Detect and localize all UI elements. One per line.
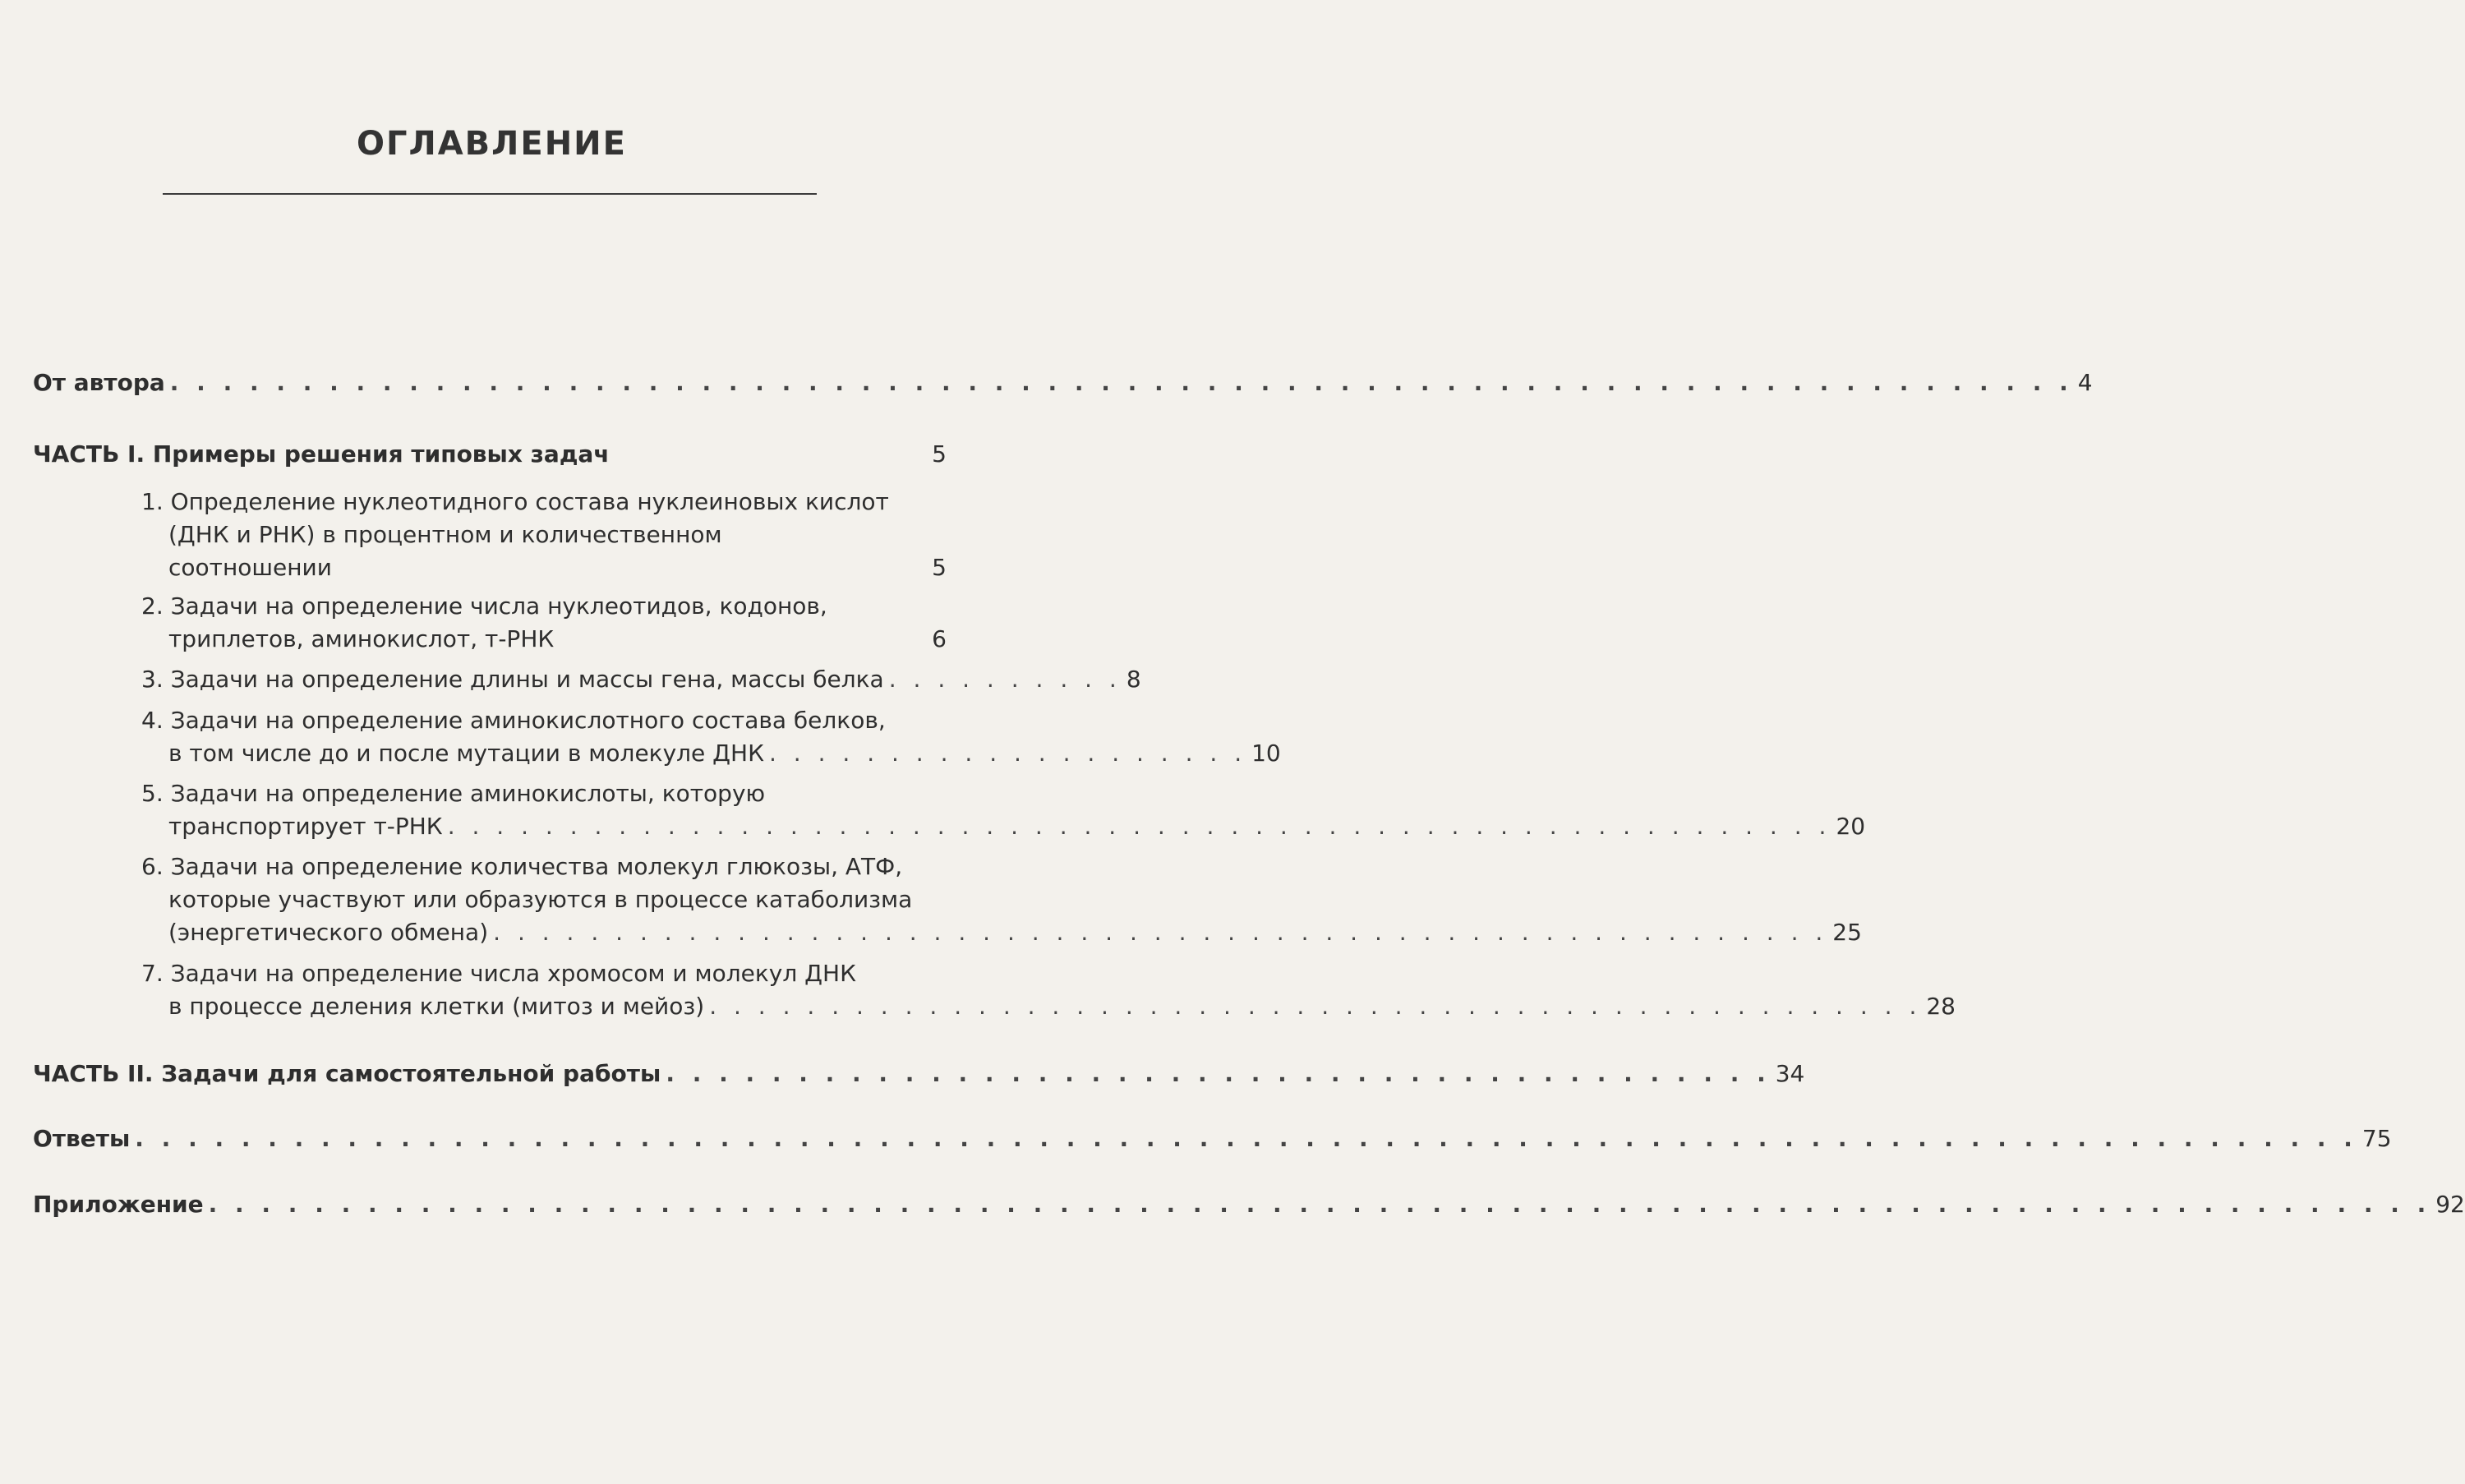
- toc-page-number: 28: [1926, 993, 1956, 1020]
- toc-subentry-line: соотношении: [168, 554, 332, 581]
- toc-subentry-line: 6. Задачи на определение количества молекул глюкозы, АТФ,: [141, 853, 903, 880]
- toc-subentry-line: 7. Задачи на определение числа хромосом и молекул ДНК: [141, 960, 856, 987]
- toc-entry-label: ЧАСТЬ II. Задачи для самостоятельной работы: [33, 1060, 661, 1087]
- toc-page-number: 92: [2435, 1191, 2465, 1218]
- toc-subentry-6[interactable]: [141, 850, 1862, 949]
- toc-subentry-line: 4. Задачи на определение аминокислотного состава белков,: [141, 707, 886, 734]
- toc-entry-label: Приложение: [33, 1191, 204, 1218]
- toc-subentry-line: 1. Определение нуклеотидного состава нуклеиновых кислот: [141, 488, 889, 515]
- toc-entry-appendix[interactable]: [33, 1188, 2465, 1221]
- toc-page-number: 10: [1251, 740, 1281, 767]
- toc-page-number: 6: [932, 625, 947, 652]
- toc-subentry-4[interactable]: [141, 704, 1281, 770]
- leader-dots: . . . . . . . . . . . . . . . . . . . . . . . . . . . . . . . . . . . . . . . . . .: [666, 1060, 1771, 1087]
- toc-page-number: 8: [1126, 666, 1141, 693]
- toc-entry-label: Ответы: [33, 1125, 131, 1152]
- leader-dots: . . . . . . . . . . . . . . . . . . . . . . . . . . . . . . . . . . . . . . . . . . . . . . . . . . . . . . . . . . . . . . . . . . . . . . . . . . . . . . . . . . . .: [135, 1125, 2357, 1152]
- toc-subentry-line: в том числе до и после мутации в молекуле ДНК: [168, 740, 764, 767]
- toc-page-number: 4: [2077, 369, 2093, 396]
- toc-page-number: 20: [1836, 813, 1866, 840]
- toc-subentry-1[interactable]: [141, 486, 947, 584]
- toc-subentry-line: которые участвуют или образуются в процессе катаболизма: [168, 886, 913, 913]
- toc-subentry-5[interactable]: [141, 777, 1866, 843]
- toc-subentry-line: транспортирует т-РНК: [168, 813, 443, 840]
- toc-subentry-line: 5. Задачи на определение аминокислоты, которую: [141, 780, 766, 807]
- toc-subentry-line: (ДНК и РНК) в процентном и количественном: [168, 521, 722, 548]
- leader-dots: . . . . . . . . . . . . . . . . . . . . . . . . . . . . . . . . . . . . . . . . . . . . . . . . . . . . . . . . . . . . . . . . . . . . . . . .: [169, 369, 2073, 396]
- leader-dots: . . . . . . . . . . . . . . . . . . . . . . . . . . . . . . . . . . . . . . . . . . . . . . . . . . . . . . .: [493, 919, 1828, 946]
- toc-subentry-2[interactable]: [141, 590, 947, 656]
- leader-dots: . . . . . . . . . .: [888, 666, 1122, 693]
- toc-page-number: 75: [2361, 1125, 2392, 1152]
- toc-page-number: 34: [1775, 1060, 1805, 1087]
- toc-subentry-line: в процессе деления клетки (митоз и мейоз): [168, 993, 705, 1020]
- toc-page-number: 5: [932, 554, 947, 581]
- toc-page-number: 5: [932, 440, 947, 468]
- toc-entry-from-author[interactable]: [33, 366, 2093, 399]
- page-title: ОГЛАВЛЕНИЕ: [357, 125, 627, 163]
- toc-entry-part-2[interactable]: [33, 1058, 1805, 1090]
- toc-entry-part-1[interactable]: [33, 438, 947, 471]
- toc-subentry-7[interactable]: [141, 957, 1956, 1023]
- leader-dots: . . . . . . . . . . . . . . . . . . . . . . . . . . . . . . . . . . . . . . . . . . . . . . . . . . . . . . . . . . . . . . . . . . . . . . . . . . . . . . . . . . . .: [208, 1191, 2431, 1218]
- toc-entry-label: От автора: [33, 369, 165, 396]
- toc-subentry-3[interactable]: [141, 663, 1141, 696]
- toc-entry-answers[interactable]: [33, 1122, 2392, 1155]
- toc-subentry-line: 2. Задачи на определение числа нуклеотидов, кодонов,: [141, 592, 827, 620]
- leader-dots: . . . . . . . . . . . . . . . . . . . .: [768, 740, 1247, 767]
- toc-subentry-line: триплетов, аминокислот, т-РНК: [168, 625, 555, 652]
- title-rule: [163, 193, 817, 195]
- leader-dots: . . . . . . . . . . . . . . . . . . . . . . . . . . . . . . . . . . . . . . . . . . . . . . . . . .: [709, 993, 1922, 1020]
- toc-subentry-line: (энергетического обмена): [168, 919, 489, 946]
- toc-subentry-line: 3. Задачи на определение длины и массы гена, массы белка: [141, 666, 884, 693]
- toc-entry-label: ЧАСТЬ I. Примеры решения типовых задач: [33, 440, 610, 468]
- leader-dots: . . . . . . . . . . . . . . . . . . . . . . . . . . . . . . . . . . . . . . . . . . . . . . . . . . . . . . . . .: [447, 813, 1831, 840]
- toc-page-number: 25: [1832, 919, 1862, 946]
